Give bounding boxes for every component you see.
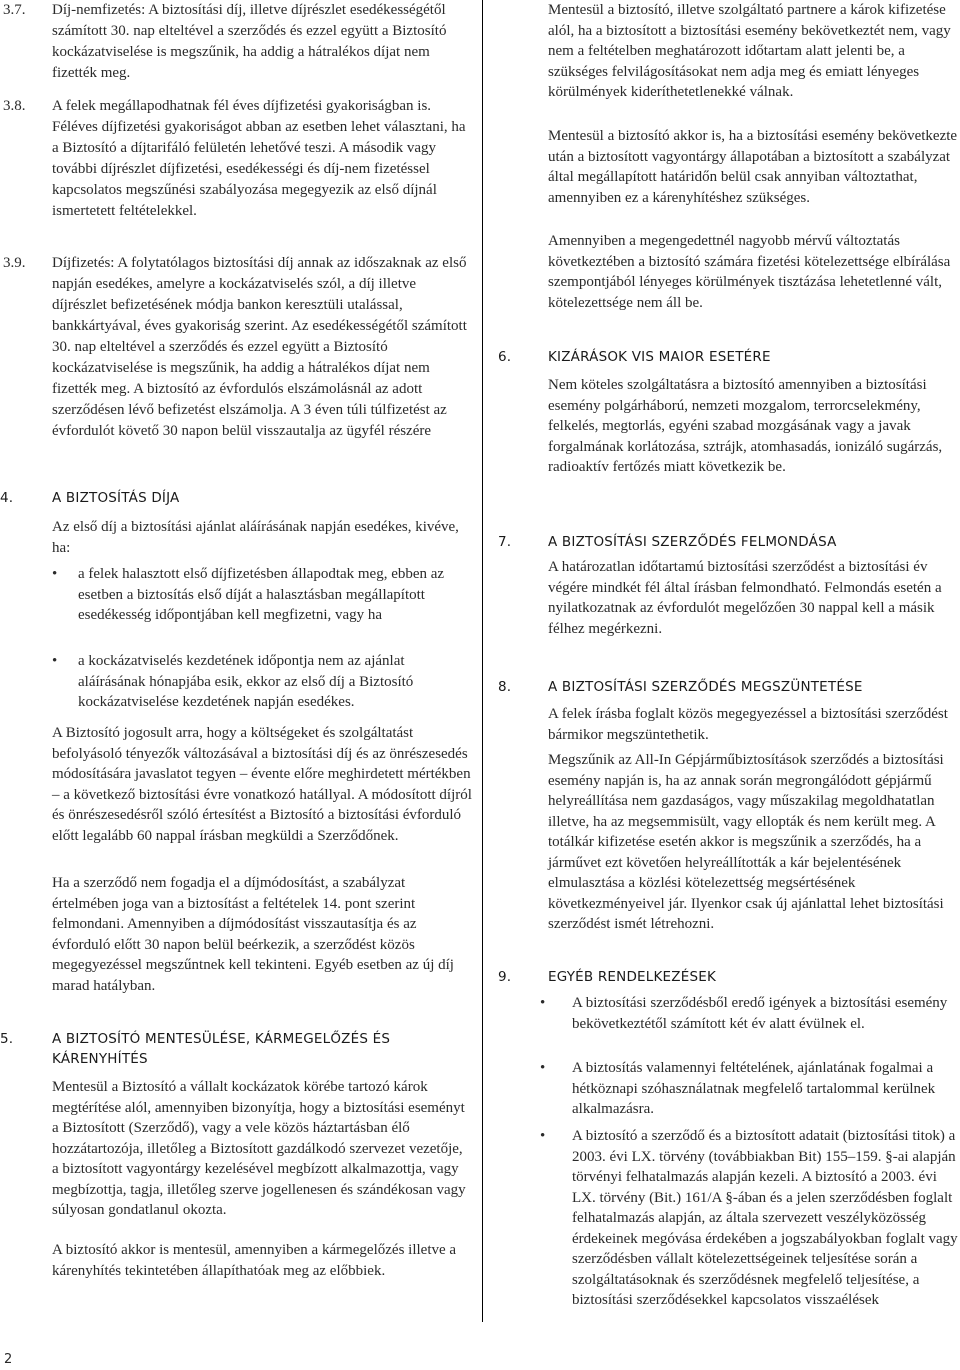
heading-title: EGYÉB RENDELKEZÉSEK bbox=[548, 969, 717, 985]
paragraph: Az első díj a biztosítási ajánlat aláírásának napján esedékes, kivéve, ha: bbox=[52, 519, 459, 556]
heading-title: A BIZTOSÍTÁSI SZERZŐDÉS MEGSZÜNTETÉSE bbox=[548, 679, 863, 695]
heading-title: A BIZTOSÍTÁSI SZERZŐDÉS FELMONDÁSA bbox=[548, 534, 837, 550]
bullet-icon: • bbox=[540, 1128, 546, 1144]
heading-title: A BIZTOSÍTÓ MENTESÜLÉSE, KÁRMEGELŐZÉS ÉS KÁRENYHÍTÉS bbox=[52, 1031, 391, 1067]
section-number: 3.9. bbox=[3, 255, 26, 271]
heading-number: 5. bbox=[0, 1031, 14, 1047]
heading-number: 8. bbox=[498, 679, 512, 695]
list-item-text: A biztosítás valamennyi feltételének, ajánlatának fogalmai a hétköznapi szóhasználatnak megfelelő tartalommal kerülnek alkalmazásra. bbox=[572, 1060, 936, 1117]
paragraph: A Biztosító jogosult arra, hogy a költségeket és szolgáltatást befolyásoló tényezők változásával a biztosítási díj és az önrészesedés módosítására javaslatot tegyen – évente előre meghirdetett mértékben – a következő biztosítási évre vonatkozó hatállyal. A módosított díjról és önrészesedésről szóló értesítést a Biztosító a biztosítási évforduló előtt legalább 60 nappal írásban megküldi a Szerződőnek. bbox=[52, 725, 472, 844]
heading-number: 9. bbox=[498, 969, 512, 985]
bullet-icon: • bbox=[540, 1060, 546, 1076]
paragraph: Amennyiben a megengedettnél nagyobb mérvű változtatás következtében a biztosító számára fizetési kötelezettsége elbírálása szempontjából lényeges körülmények tisztázása lehetetlenné vált, kötelezettsége nem áll be. bbox=[548, 233, 951, 311]
bullet-icon: • bbox=[52, 653, 58, 669]
bullet-icon: • bbox=[540, 995, 546, 1011]
paragraph: A felek írásba foglalt közös megegyezéssel a biztosítási szerződést bármikor megszüntethetik. bbox=[548, 706, 948, 743]
section-text: A felek megállapodhatnak fél éves díjfizetési gyakoriságban is. Féléves díjfizetési gyakoriságot abban az esetben lehet választani, ha a Biztosító a díjtarifáló felületén lehetővé teszi. A második vagy további díjrészlet díjfizetési, esedékességi és díj-nem fizetéssel kapcsolatos megszűnési szabályozása megegyezik az első díjnál ismertetett feltételekkel. bbox=[52, 98, 466, 219]
list-item-text: A biztosítási szerződésből eredő igények a biztosítási esemény bekövetkeztétől számított két év alatt évülnek el. bbox=[572, 995, 948, 1032]
column-divider bbox=[482, 0, 483, 1322]
list-item-text: A biztosító a szerződő és a biztosított adatait (biztosítási titok) a 2003. évi LX. törvény (továbbiakban Bit) 155–159. §-ai alapján törvényi felhatalmazás alapján kezeli. A biztosító a 2003. évi LX. törvény (Bit.) 161/A §-ában és a jelen szerződésben foglalt felhatalmazás alapján, az általa szervezett veszélyközösség érdekeinek megóvása érdekében a jogszabályokban foglalt vagy szerződésben vállalt kötelezettségeinek teljesítése során a szolgáltatásoknak és szerződésnek megfelelő teljesítése, a biztosítási szerződésekkel kapcsolatos visszaélések bbox=[572, 1128, 958, 1308]
heading-title: KIZÁRÁSOK VIS MAIOR ESETÉRE bbox=[548, 349, 771, 365]
paragraph: Mentesül a biztosító, illetve szolgáltató partnere a károk kifizetése alól, ha a biztosított a biztosítási esemény bekövetkeztét nem, vagy nem a feltételben meghatározott időtartam alatt jelenti be, a szükséges felvilágosításokat nem adja meg és emiatt lényeges körülmények kideríthetetlenekké válnak. bbox=[548, 2, 951, 100]
heading-number: 6. bbox=[498, 349, 512, 365]
paragraph: Mentesül a biztosító akkor is, ha a biztosítási esemény bekövetkezte után a biztosított vagyontárgy állapotában a biztosított a szabályzat által megállapított határidőn belül csak annyiban változtathat, amennyiben ez a kárenyhítéshez szükséges. bbox=[548, 128, 958, 206]
heading-number: 7. bbox=[498, 534, 512, 550]
section-text: Díjfizetés: A folytatólagos biztosítási díj annak az időszaknak az első napján esedékes, amelyre a kockázatviselés szól, a díj illetve díjrészlet befizetésének módja bankon keresztüli utalással, bankkártyával, éves gyakoriság szerint. Az esedékességétől számított 30. nap elteltével a szerződés és ezzel együtt a Biztosító kockázatviselése is megszűnik, ha addig a hátralékos díjat nem fizették meg. A biztosító az évfordulós elszámolásnál az adott szerződésen lévő befizetést elszámolja. A 3 éven túli túlfizetést az évfordulót követő 30 napon belül visszautalja az ügyfél részére bbox=[52, 255, 467, 439]
section-text: Díj-nemfizetés: A biztosítási díj, illetve díjrészlet esedékességétől számított 30. nap elteltével a szerződés és ezzel együtt a Biztosító kockázatviselése is megszűnik, ha addig a hátralékos díjat nem fizették meg. bbox=[52, 2, 447, 81]
section-number: 3.8. bbox=[3, 98, 26, 114]
paragraph: Mentesül a Biztosító a vállalt kockázatok körébe tartozó károk megtérítése alól, amennyiben bizonyítja, hogy a biztosítási eseményt a Biztosított (Szerződő), vagy a vele közös háztartásban élő hozzátartozója, illetőleg a Biztosított gazdálkodó szervezet vezetője, a biztosított vagyontárgy kezelésével megbízott alkalmazottja, vagy megbízottja, tagja, illetőleg szerve jogellenesen és szándékosan vagy súlyosan gondatlanul okozta. bbox=[52, 1079, 466, 1218]
heading-number: 4. bbox=[0, 490, 14, 506]
bullet-icon: • bbox=[52, 566, 58, 582]
paragraph: A biztosító akkor is mentesül, amennyiben a kármegelőzés illetve a kárenyhítés tekintetében állapíthatóak meg az előbbiek. bbox=[52, 1242, 457, 1279]
paragraph: A határozatlan időtartamú biztosítási szerződést a biztosítási év végére mindkét fél által írásban felmondható. Felmondás esetén a nyilatkozatnak az évfordulót megelőzően 30 nappal kell a másik félhez megérkezni. bbox=[548, 559, 942, 637]
page-number: 2 bbox=[4, 1352, 13, 1367]
paragraph: Nem köteles szolgáltatásra a biztosító amennyiben a biztosítási esemény polgárháború, nemzeti mozgalom, terrorcselekmény, felkelés, megtorlás, egyéni szabad mozgásának vagy a javak forgalmának korlátozása, sztrájk, atomhasadás, ionizáló sugárzás, radioaktív fertőzés miatt következik be. bbox=[548, 377, 943, 475]
heading-title: A BIZTOSÍTÁS DÍJA bbox=[52, 490, 180, 506]
paragraph: Ha a szerződő nem fogadja el a díjmódosítást, a szabályzat értelmében joga van a biztosítást a feltételek 14. pont szerint felmondani. Amennyiben a díjmódosítást visszautasítja és az évforduló előtt 30 napon belül beérkezik, a szerződést közös megegyezéssel megszűntnek kell tekinteni. Egyéb esetben az új díj marad hatályban. bbox=[52, 875, 454, 994]
list-item-text: a kockázatviselés kezdetének időpontja nem az ajánlat aláírásának hónapjába esik, ekkor az első díj a Biztosító kockázatviselése kezdetének napján esedékes. bbox=[78, 653, 414, 710]
section-number: 3.7. bbox=[3, 2, 26, 18]
list-item-text: a felek halasztott első díjfizetésben állapodtak meg, ebben az esetben a biztosítás első díját a halasztásban megállapított esedékesség időpontjában kell megfizetni, vagy ha bbox=[78, 566, 445, 623]
paragraph: Megszűnik az All-In Gépjárműbiztosítások szerződés a biztosítási esemény napján is, ha az annak során megrongálódott gépjármű helyreállítása nem gazdaságos, vagy műszakilag megoldhatatlan illetve, ha az megsemmisült, vagy ellopták és nem került meg. A totálkár kifizetése esetén akkor is megszűnik a szerződés, ha a járművet ezt követően helyreállították a kár bejelentésének elmulasztása a közlési kötelezettség megsértésének következményeivel jár. Ilyenkor csak új ajánlattal lehet biztosítási szerződést ismét létrehozni. bbox=[548, 752, 944, 932]
